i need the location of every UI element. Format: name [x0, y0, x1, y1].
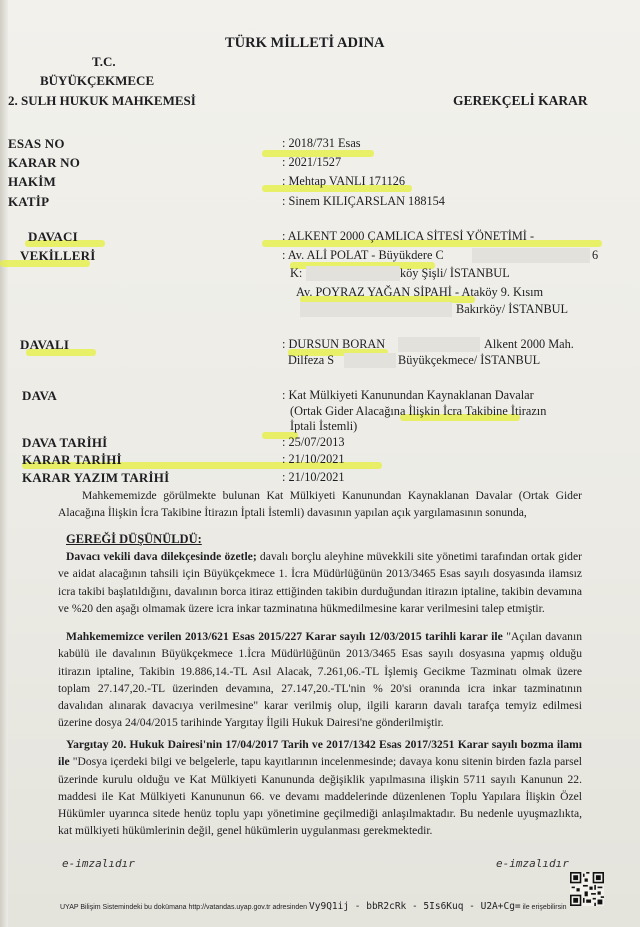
redaction-box — [344, 353, 396, 368]
uyap-footer — [60, 901, 580, 912]
footer-text: UYAP Bilişim Sistemindeki bu dokümana http://vatandas.uyap.gov.tr adresinden — [60, 904, 308, 911]
karar-yazim-tarihi-value: : 21/10/2021 — [282, 470, 345, 484]
dava-line-1: : Kat Mülkiyeti Kanunundan Kaynaklanan Davalar — [282, 388, 534, 402]
footer-text-end: ile erişebilirsin — [522, 904, 567, 911]
vekil-line-2-end: köy Şişli/ İSTANBUL — [400, 266, 510, 280]
court-city: BÜYÜKÇEKMECE — [40, 73, 155, 88]
signature-right: e-imzalıdır — [496, 857, 569, 870]
paragraph-mahkeme-karari — [58, 628, 582, 732]
dava-tarihi-label: DAVA TARİHİ — [22, 435, 108, 450]
hakim-label: HAKİM — [8, 174, 56, 189]
section-title: GEREĞİ DÜŞÜNÜLDÜ: — [66, 532, 202, 546]
dava-line-2: (Ortak Gider Alacağına İlişkin İcra Takibine İtirazın — [290, 404, 547, 418]
hakim-value: : Mehtap VANLI 171126 — [282, 174, 406, 188]
vekilleri-label: VEKİLLERİ — [20, 248, 96, 263]
dava-tarihi-value: : 25/07/2013 — [282, 435, 345, 449]
paragraph-lead: Davacı vekili dava dilekçesinde özetle; — [66, 550, 257, 563]
signature-left: e-imzalıdır — [62, 857, 135, 870]
redaction-box — [472, 248, 590, 263]
davali-label: DAVALI — [20, 337, 70, 352]
katip-label: KATİP — [8, 194, 50, 209]
esas-no-value: : 2018/731 Esas — [282, 136, 361, 150]
redaction-box — [300, 302, 452, 317]
paragraph-davaci-ozet — [58, 548, 582, 617]
karar-tarihi-label: KARAR TARİHİ — [22, 452, 122, 467]
davali-line-1-end: Alkent 2000 Mah. — [484, 337, 574, 351]
davali-line-1: : DURSUN BORAN — [282, 337, 386, 351]
redaction-box — [398, 337, 480, 352]
paragraph-lead: Yargıtay 20. Hukuk Dairesi'nin 17/04/2017 Tarih ve 2017/1342 Esas 2017/3251 Karar sayılı bozma ilamı ile — [58, 738, 582, 769]
esas-no-label: ESAS NO — [8, 136, 65, 151]
document-title: TÜRK MİLLETİ ADINA — [225, 35, 385, 51]
karar-no-label: KARAR NO — [8, 155, 81, 170]
vekil-line-4: Bakırköy/ İSTANBUL — [456, 302, 569, 316]
paragraph-text: "Açılan davanın kabülü ile davalının Büyükçekmece 1.İcra Müdürlüğünün 2013/3465 Esas sayılı dosyasına yapmış olduğu itirazın iptaline, Takibin 19.886,14.-TL Asıl Alacak, 7.261,06.-TL İşlemiş Gecikme Tazminatı olmak üzere toplam 27.147,20.-TL üzerinden devamına, 27.147,20.-TL'nin % 20'si oranında icra inkar tazminatının davalıdan alınarak davacıya verilmesine" karar verilmiş olup, ilgili kararın davalı tarafça temyiz edilmesi üzerine dosya 24/04/2015 tarihinde Yargıtay İlgili Hukuk Dairesi'ne gönderilmiştir. — [58, 630, 582, 730]
vekil-line-3: Av. POYRAZ YAĞAN SİPAHİ - Ataköy 9. Kısım — [296, 285, 544, 299]
vekil-line-1-end: 6 — [592, 248, 599, 262]
karar-tarihi-value: : 21/10/2021 — [282, 452, 345, 466]
court-name: 2. SULH HUKUK MAHKEMESİ — [8, 93, 196, 108]
vekil-line-1: : Av. ALİ POLAT - Büyükdere C — [282, 248, 444, 262]
vekil-line-2-start: K: — [290, 266, 303, 280]
katip-value: : Sinem KILIÇARSLAN 188154 — [282, 194, 445, 208]
page-edge-shadow — [0, 0, 8, 927]
paragraph-yargitay-bozma — [58, 736, 582, 840]
davali-line-2-start: Dilfeza S — [288, 353, 335, 367]
karar-yazim-tarihi-label: KARAR YAZIM TARİHİ — [22, 470, 170, 485]
davaci-label: DAVACI — [28, 229, 78, 244]
davaci-value: : ALKENT 2000 ÇAMLICA SİTESİ YÖNETİMİ - — [282, 229, 535, 243]
dava-line-3: İptali İstemli) — [290, 419, 358, 433]
davali-line-2-end: Büyükçekmece/ İSTANBUL — [398, 353, 541, 367]
paragraph-lead: Mahkememizce verilen 2013/621 Esas 2015/227 Karar sayılı 12/03/2015 tarihli karar ile — [66, 630, 503, 643]
verification-code: Vy9Q1ij - bbR2cRk - 5Is6Kuq - U2A+Cg= — [309, 901, 521, 912]
document-type: GEREKÇELİ KARAR — [453, 93, 588, 108]
intro-paragraph: Mahkememizde görülmekte bulunan Kat Mülkiyeti Kanunundan Kaynaklanan Davalar (Ortak Gider Alacağına İlişkin İcra Takibine İtirazın İptali İstemli) davasının yapılan açık yargılamasının sonunda, — [58, 489, 582, 520]
paragraph-text: "Dosya içerdeki bilgi ve belgelerle, tapu kayıtlarının incelenmesinde; davaya konu sitenin birden fazla parsel üzerinde kurulu olduğu ve Kat Mülkiyeti Kanununda değişiklik yapılmasına ilişkin 5711 sayılı Kanunun 22. maddesi ile Kat Mülkiyeti Kanununun 66. ve devamı maddelerinde düzenlenen Toplu Yapılara İlişkin Özel Hükümler uyarınca sitede henüz toplu yapı yönetimine geçilmediği anlaşılmaktadır. Bu nedenle uyuşmazlıkta, kat mülkiyeti hükümlerinin değil, genel hükümlerin uygulanması gerekmektedir. — [58, 755, 582, 838]
dava-label: DAVA — [22, 388, 58, 403]
republic-label: T.C. — [92, 54, 116, 69]
karar-no-value: : 2021/1527 — [282, 155, 342, 169]
redaction-box — [306, 266, 400, 281]
paragraph-text: davalı borçlu aleyhine müvekkili site yönetimi tarafından ortak gider ve aidat alacağının tahsili için Büyükçekmece 1. İcra Müdürlüğünün 2013/3465 Esas sayılı dosyasında ilamsız icra takibi başlatıldığını, davalının borca itiraz ettiğinden takibin durduğundan itirazın iptaline, takibin devamına ve %20 den aşağı olmamak üzere icra inkar tazminatına hükmedilmesine karar verilmesini talep etmiştir. — [58, 550, 582, 615]
